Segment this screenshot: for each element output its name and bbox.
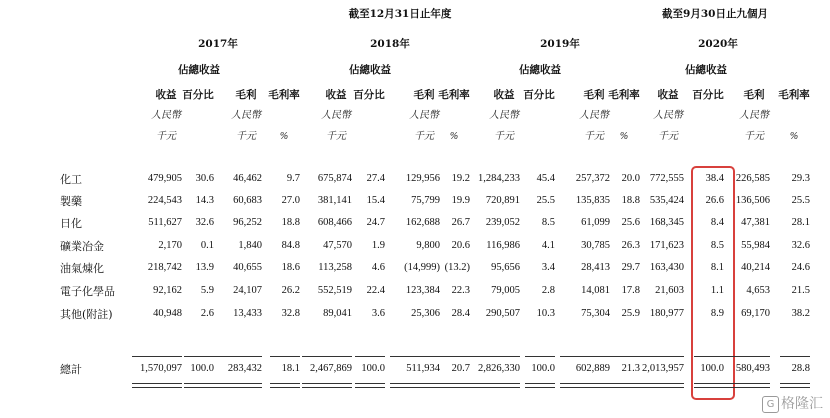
table-rule [212,383,262,384]
cell-value: 14.3 [195,195,214,206]
percent-sign: % [449,132,459,142]
cell-value: 0.1 [200,240,214,251]
table-rule [302,387,352,388]
table-rule [560,356,610,357]
cell-value: 40,214 [741,262,770,273]
cell-value: 46,462 [233,173,262,184]
cell-value: 113,258 [318,262,352,273]
table-rule [440,383,470,384]
row-label: 日化 [60,217,82,230]
table-rule [212,356,262,357]
table-rule [780,383,810,384]
table-rule [560,383,610,384]
table-rule [440,387,470,388]
group-header: 佔總收益 [178,64,220,76]
table-rule [560,387,610,388]
unit-label: 千元 [494,131,514,142]
table-rule [390,356,440,357]
cell-value: 772,555 [649,173,684,184]
title-nine-months: 截至9月30日止九個月 [662,8,768,20]
cell-value: 38.2 [791,308,810,319]
total-value: 2,467,869 [310,363,352,374]
row-label: 礦業冶金 [60,240,104,253]
table-rule [390,387,440,388]
cell-value: 8.4 [710,217,724,228]
cell-value: 45.4 [536,173,555,184]
table-rule [302,383,352,384]
cell-value: 1.9 [371,240,385,251]
cell-value: 26.7 [451,217,470,228]
cell-value: 29.7 [621,262,640,273]
cell-value: 18.8 [621,195,640,206]
unit-label: 人民幣 [579,110,609,121]
row-label: 其他(附註) [60,308,113,321]
cell-value: 15.4 [366,195,385,206]
total-value: 2,826,330 [478,363,520,374]
cell-value: 10.3 [536,308,555,319]
row-label: 電子化學品 [60,285,115,298]
cell-value: 675,874 [317,173,352,184]
cell-value: 163,430 [649,262,684,273]
cell-value: 28.1 [791,217,810,228]
table-rule [270,356,300,357]
cell-value: 218,742 [147,262,182,273]
cell-value: 28.4 [451,308,470,319]
column-header: 百分比 [523,89,555,101]
cell-value: 61,099 [581,217,610,228]
unit-label: 千元 [658,131,678,142]
unit-label: 千元 [584,131,604,142]
column-header: 收益 [325,89,347,101]
cell-value: 32.8 [281,308,300,319]
column-header: 毛利 [743,89,765,101]
table-rule [212,387,262,388]
total-value: 602,889 [575,363,610,374]
cell-value: 552,519 [317,285,352,296]
cell-value: 479,905 [147,173,182,184]
cell-value: 4.6 [371,262,385,273]
cell-value: 116,986 [486,240,520,251]
cell-value: 5.9 [200,285,214,296]
table-rule [780,356,810,357]
cell-value: 24.6 [791,262,810,273]
cell-value: 8.9 [710,308,724,319]
cell-value: 40,948 [153,308,182,319]
cell-value: 9,800 [416,240,440,251]
table-rule [302,356,352,357]
percent-sign: % [789,132,799,142]
unit-label: 人民幣 [653,110,683,121]
cell-value: 168,345 [649,217,684,228]
cell-value: 1,284,233 [478,173,520,184]
cell-value: 40,655 [233,262,262,273]
cell-value: 171,623 [649,240,684,251]
cell-value: 19.2 [451,173,470,184]
total-value: 18.1 [281,363,300,374]
cell-value: 3.6 [371,308,385,319]
table-rule [634,387,684,388]
cell-value: 22.4 [366,285,385,296]
total-label: 總計 [60,363,82,376]
cell-value: 75,799 [411,195,440,206]
cell-value: 381,141 [317,195,352,206]
cell-value: 290,507 [485,308,520,319]
cell-value: 17.8 [621,285,640,296]
cell-value: 1.1 [710,285,724,296]
unit-label: 千元 [744,131,764,142]
cell-value: 9.7 [286,173,300,184]
year-header: 2020年 [698,38,738,50]
column-header: 毛利率 [778,89,810,101]
unit-label: 千元 [326,131,346,142]
cell-value: 38.4 [705,173,724,184]
total-value: 100.0 [190,363,214,374]
cell-value: 21.5 [791,285,810,296]
group-header: 佔總收益 [349,64,391,76]
cell-value: 26.2 [281,285,300,296]
cell-value: 22.3 [451,285,470,296]
cell-value: 32.6 [195,217,214,228]
year-header: 2017年 [198,38,238,50]
table-rule [720,387,770,388]
cell-value: 96,252 [233,217,262,228]
cell-value: 89,041 [323,308,352,319]
cell-value: 30,785 [581,240,610,251]
cell-value: 162,688 [405,217,440,228]
cell-value: 25.6 [621,217,640,228]
cell-value: 8.1 [710,262,724,273]
group-header: 佔總收益 [685,64,727,76]
cell-value: 135,835 [575,195,610,206]
table-rule [132,387,182,388]
cell-value: 26.3 [621,240,640,251]
cell-value: 25,306 [411,308,440,319]
column-header: 毛利 [235,89,257,101]
unit-label: 人民幣 [321,110,351,121]
year-header: 2019年 [540,38,580,50]
cell-value: 20.6 [451,240,470,251]
column-header: 百分比 [182,89,214,101]
total-value: 21.3 [621,363,640,374]
column-header: 收益 [155,89,177,101]
title-year-end: 截至12月31日止年度 [348,8,452,20]
cell-value: 136,506 [735,195,770,206]
unit-label: 千元 [236,131,256,142]
column-header: 毛利 [413,89,435,101]
column-header: 毛利率 [608,89,640,101]
cell-value: 2,170 [158,240,182,251]
column-header: 毛利率 [438,89,470,101]
table-rule [525,383,555,384]
cell-value: 8.5 [541,217,555,228]
unit-label: 人民幣 [489,110,519,121]
watermark [762,393,823,413]
cell-value: 27.0 [281,195,300,206]
total-value: 511,934 [406,363,440,374]
cell-value: 8.5 [710,240,724,251]
table-rule [525,356,555,357]
cell-value: 535,424 [649,195,684,206]
cell-value: 608,466 [317,217,352,228]
column-header: 毛利率 [268,89,300,101]
cell-value: 24.7 [366,217,385,228]
cell-value: 25.5 [536,195,555,206]
table-rule [390,383,440,384]
cell-value: 29.3 [791,173,810,184]
cell-value: 1,840 [238,240,262,251]
cell-value: 720,891 [485,195,520,206]
cell-value: 239,052 [485,217,520,228]
cell-value: 18.8 [281,217,300,228]
table-rule [525,387,555,388]
cell-value: 25.9 [621,308,640,319]
percent-sign: % [619,132,629,142]
cell-value: 2.6 [200,308,214,319]
cell-value: 26.6 [705,195,724,206]
total-value: 100.0 [361,363,385,374]
column-header: 百分比 [692,89,724,101]
cell-value: 79,005 [491,285,520,296]
watermark-text: 格隆汇 [781,396,823,412]
cell-value: 511,627 [148,217,182,228]
table-rule [184,387,214,388]
total-value: 100.0 [700,363,724,374]
percent-sign: % [279,132,289,142]
cell-value: 92,162 [153,285,182,296]
cell-value: 3.4 [541,262,555,273]
cell-value: 21,603 [655,285,684,296]
table-rule [440,356,470,357]
cell-value: 18.6 [281,262,300,273]
cell-value: (14,999) [404,262,440,273]
total-value: 20.7 [451,363,470,374]
cell-value: 60,683 [233,195,262,206]
cell-value: 226,585 [735,173,770,184]
cell-value: 32.6 [791,240,810,251]
cell-value: 20.0 [621,173,640,184]
cell-value: 257,372 [575,173,610,184]
table-rule [470,356,520,357]
total-value: 283,432 [227,363,262,374]
cell-value: 13.9 [195,262,214,273]
cell-value: 4,653 [746,285,770,296]
unit-label: 千元 [414,131,434,142]
cell-value: 28,413 [581,262,610,273]
cell-value: 84.8 [281,240,300,251]
row-label: 製藥 [60,195,82,208]
total-value: 2,013,957 [642,363,684,374]
cell-value: 75,304 [581,308,610,319]
table-rule [780,387,810,388]
table-rule [470,383,520,384]
table-rule [720,383,770,384]
cell-value: 47,570 [323,240,352,251]
cell-value: 123,384 [405,285,440,296]
total-value: 580,493 [735,363,770,374]
group-header: 佔總收益 [519,64,561,76]
column-header: 毛利 [583,89,605,101]
cell-value: 27.4 [366,173,385,184]
row-label: 油氣煉化 [60,262,104,275]
unit-label: 人民幣 [151,110,181,121]
table-rule [270,387,300,388]
table-rule [355,383,385,384]
column-header: 收益 [657,89,679,101]
cell-value: 19.9 [451,195,470,206]
table-rule [634,356,684,357]
cell-value: 13,433 [233,308,262,319]
table-rule [270,383,300,384]
cell-value: 95,656 [491,262,520,273]
unit-label: 人民幣 [409,110,439,121]
total-value: 28.8 [791,363,810,374]
table-rule [132,383,182,384]
total-value: 100.0 [531,363,555,374]
column-header: 收益 [493,89,515,101]
row-label: 化工 [60,173,82,186]
table-rule [355,387,385,388]
table-rule [634,383,684,384]
unit-label: 人民幣 [739,110,769,121]
table-rule [184,356,214,357]
table-rule [355,356,385,357]
cell-value: 24,107 [233,285,262,296]
table-rule [720,356,770,357]
table-rule [132,356,182,357]
cell-value: 14,081 [581,285,610,296]
cell-value: 4.1 [541,240,555,251]
cell-value: 25.5 [791,195,810,206]
year-header: 2018年 [370,38,410,50]
unit-label: 千元 [156,131,176,142]
cell-value: 224,543 [147,195,182,206]
cell-value: 69,170 [741,308,770,319]
cell-value: (13.2) [444,262,470,273]
unit-label: 人民幣 [231,110,261,121]
watermark-logo-icon: G [762,396,779,413]
cell-value: 55,984 [741,240,770,251]
cell-value: 2.8 [541,285,555,296]
cell-value: 129,956 [405,173,440,184]
total-value: 1,570,097 [140,363,182,374]
cell-value: 30.6 [195,173,214,184]
table-rule [184,383,214,384]
cell-value: 180,977 [649,308,684,319]
cell-value: 47,381 [741,217,770,228]
table-rule [470,387,520,388]
column-header: 百分比 [353,89,385,101]
